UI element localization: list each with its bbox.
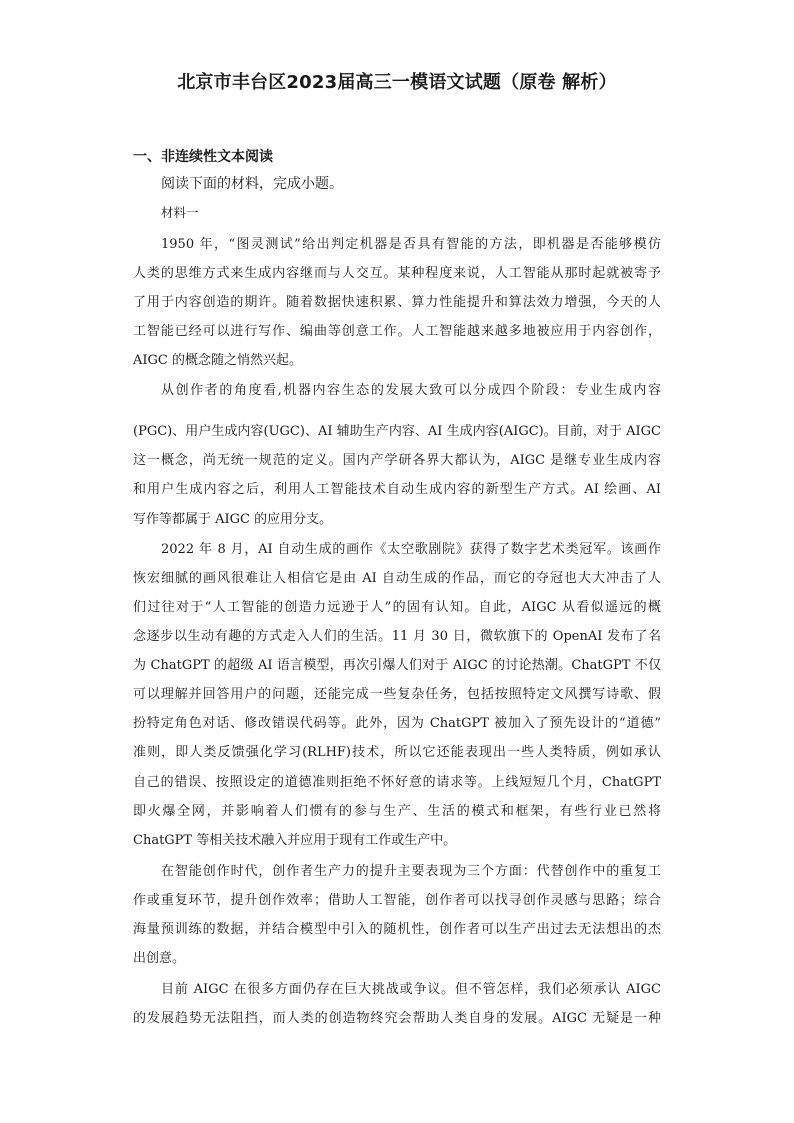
paragraph-line: 即火爆全网，并影响着人们惯有的参与生产、生活的模式和框架，有些行业已然将 bbox=[133, 804, 661, 819]
paragraph-line: 扮特定角色对话、修改错误代码等。此外，因为 ChatGPT 被加入了预先设计的“道德” bbox=[133, 716, 661, 731]
paragraph-line: 可以理解并回答用户的问题，还能完成一些复杂任务，包括按照特定文风撰写诗歌、假 bbox=[133, 687, 661, 702]
paragraph-line: 们过往对于“人工智能的创造力远逊于人”的固有认知。自此，AIGC 从看似遥远的概 bbox=[133, 600, 661, 615]
paragraph-line: AIGC 的概念随之悄然兴起。 bbox=[133, 353, 302, 368]
paragraph-line: 恢宏细腻的画风很难让人相信它是由 AI 自动生成的作品，而它的夺冠也大大冲击了人 bbox=[133, 571, 661, 586]
paragraph-first-line: 2022 年 8 月，AI 自动生成的画作《太空歌剧院》获得了数字艺术类冠军。该画作 bbox=[161, 542, 661, 557]
paragraph-line: 了用于内容创造的期许。随着数据快速积累、算力性能提升和算法效力增强，今天的人 bbox=[133, 295, 661, 310]
paragraph-first-line: 目前 AIGC 在很多方面仍存在巨大挑战或争议。但不管怎样，我们必须承认 AIGC bbox=[161, 982, 661, 997]
material-label: 材料一 bbox=[161, 205, 199, 220]
document-title: 北京市丰台区2023届高三一模语文试题（原卷 解析） bbox=[177, 72, 617, 93]
paragraph-line: 为 ChatGPT 的超级 AI 语言模型，再次引爆人们对于 AIGC 的讨论热潮。ChatGPT 不仅 bbox=[133, 658, 661, 673]
paragraph-line: 海量预训练的数据，并结合模型中引入的随机性，创作者可以生产出过去无法想出的杰 bbox=[133, 922, 661, 937]
paragraph-first-line: 1950 年，“图灵测试”给出判定机器是否具有智能的方法，即机器是否能够模仿 bbox=[161, 237, 661, 252]
paragraph-line: (PGC)、用户生成内容(UGC)、AI 辅助生产内容、AI 生成内容(AIGC)。目前，对于 AIGC bbox=[133, 424, 661, 439]
paragraph-line: 人类的思维方式来生成内容继而与人交互。某种程度来说，人工智能从那时起就被寄予 bbox=[133, 266, 661, 281]
paragraph-line: 自己的错误、按照设定的道德准则拒绝不怀好意的请求等。上线短短几个月，ChatGPT bbox=[133, 775, 661, 790]
paragraph-line: 写作等都属于 AIGC 的应用分支。 bbox=[133, 512, 333, 527]
paragraph-line: 工智能已经可以进行写作、编曲等创意工作。人工智能越来越多地被应用于内容创作， bbox=[133, 324, 661, 339]
paragraph-line: 的发展趋势无法阻挡，而人类的创造物终究会帮助人类自身的发展。AIGC 无疑是一种 bbox=[133, 1011, 661, 1026]
paragraph-line: 这一概念，尚无统一规范的定义。国内产学研各界大都认为，AIGC 是继专业生成内容 bbox=[133, 453, 661, 468]
paragraph-line: 和用户生成内容之后，利用人工智能技术自动生成内容的新型生产方式。AI 绘画、AI bbox=[133, 482, 661, 497]
paragraph-line: 作或重复环节，提升创作效率；借助人工智能，创作者可以找寻创作灵感与思路；综合 bbox=[133, 893, 661, 908]
paragraph-line: 准则，即人类反馈强化学习(RLHF)技术，所以它还能表现出一些人类特质，例如承认 bbox=[133, 745, 661, 760]
paragraph-first-line: 从创作者的角度看,机器内容生态的发展大致可以分成四个阶段：专业生成内容 bbox=[161, 383, 661, 398]
paragraph-line: 出创意。 bbox=[133, 951, 186, 966]
paragraph-line: ChatGPT 等相关技术融入并应用于现有工作或生产中。 bbox=[133, 833, 457, 848]
section-heading: 一、非连续性文本阅读 bbox=[133, 149, 273, 165]
reading-instruction: 阅读下面的材料，完成小题。 bbox=[161, 176, 343, 192]
paragraph-line: 念逐步以生动有趣的方式走入人们的生活。11 月 30 日，微软旗下的 OpenAI 发布了名 bbox=[133, 629, 661, 644]
paragraph-first-line: 在智能创作时代，创作者生产力的提升主要表现为三个方面：代替创作中的重复工 bbox=[161, 864, 661, 879]
